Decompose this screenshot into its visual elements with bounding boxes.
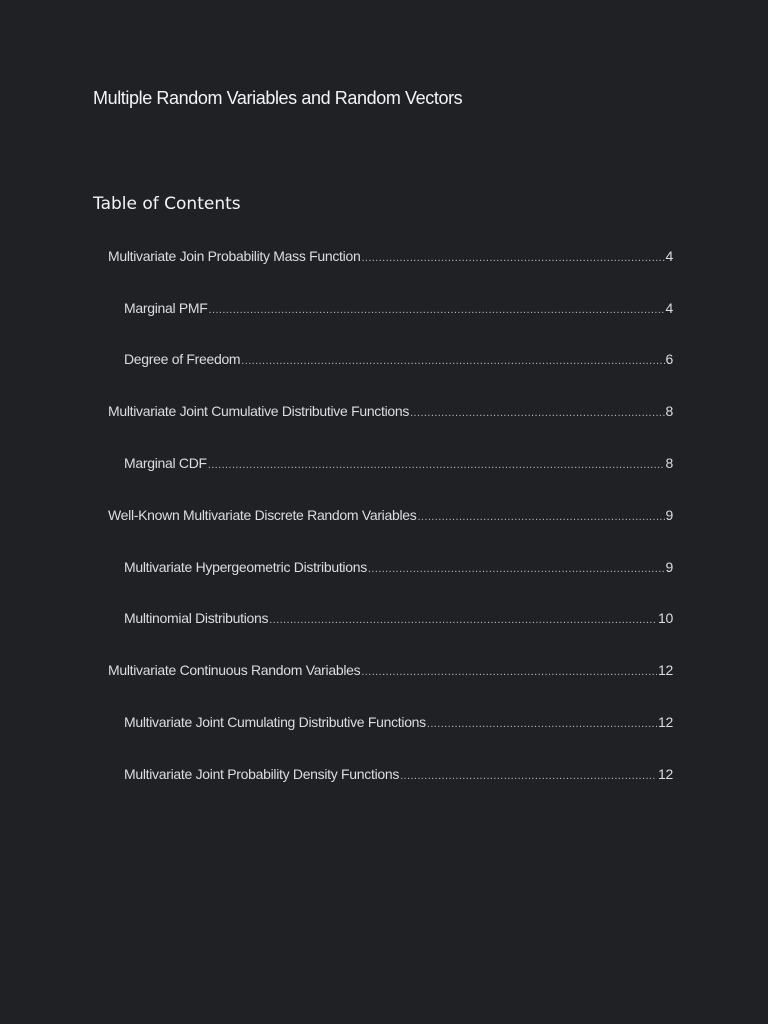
toc-entry-page-number: 10 [658, 610, 673, 626]
toc-entry-page-number: 8 [665, 403, 673, 419]
toc-entry-page-number: 9 [665, 559, 673, 575]
toc-entry-label: Degree of Freedom [124, 351, 241, 367]
toc-entry-page-number: 12 [658, 714, 673, 730]
toc-dot-leader [241, 355, 664, 367]
toc-entry-label: Well-Known Multivariate Discrete Random Variables [108, 507, 417, 523]
toc-entry[interactable] [108, 248, 673, 268]
toc-entry-label: Multivariate Joint Cumulative Distributive Functions [108, 403, 410, 419]
toc-dot-leader [410, 407, 664, 419]
toc-heading: Table of Contents [93, 194, 241, 214]
toc-entry-label: Multivariate Joint Probability Density Functions [124, 766, 400, 782]
toc-entry-label: Multivariate Join Probability Mass Function [108, 248, 361, 264]
toc-entry[interactable] [108, 403, 673, 423]
toc-dot-leader [400, 770, 657, 782]
toc-entry-label: Multivariate Joint Cumulating Distributive Functions [124, 714, 426, 730]
toc-entry-label: Multivariate Hypergeometric Distributions [124, 559, 367, 575]
toc-entry-page-number: 4 [665, 300, 673, 316]
toc-entry-page-number: 12 [658, 662, 673, 678]
document-title: Multiple Random Variables and Random Vectors [93, 88, 463, 108]
toc-entry[interactable] [124, 351, 673, 371]
toc-entry-page-number: 9 [665, 507, 673, 523]
toc-entry[interactable] [108, 662, 673, 682]
toc-dot-leader [368, 563, 665, 575]
toc-dot-leader [208, 459, 665, 471]
toc-dot-leader [361, 666, 657, 678]
toc-entry-label: Marginal PMF [124, 300, 208, 316]
toc-entry[interactable] [124, 300, 673, 320]
toc-dot-leader [209, 304, 665, 316]
toc-entry-page-number: 4 [665, 248, 673, 264]
toc-dot-leader [361, 252, 664, 264]
toc-entry[interactable] [124, 714, 673, 734]
toc-entry[interactable] [124, 766, 673, 786]
toc-entry[interactable] [108, 507, 673, 527]
toc-entry-label: Multivariate Continuous Random Variables [108, 662, 361, 678]
toc-entry[interactable] [124, 455, 673, 475]
toc-entry-page-number: 6 [665, 351, 673, 367]
toc-entry[interactable] [124, 559, 673, 579]
toc-dot-leader [417, 511, 664, 523]
toc-entry-page-number: 12 [658, 766, 673, 782]
toc-entry[interactable] [124, 610, 673, 630]
toc-dot-leader [427, 718, 657, 730]
toc-dot-leader [269, 614, 657, 626]
toc-entry-label: Multinomial Distributions [124, 610, 269, 626]
toc-entry-label: Marginal CDF [124, 455, 207, 471]
toc-entry-page-number: 8 [665, 455, 673, 471]
